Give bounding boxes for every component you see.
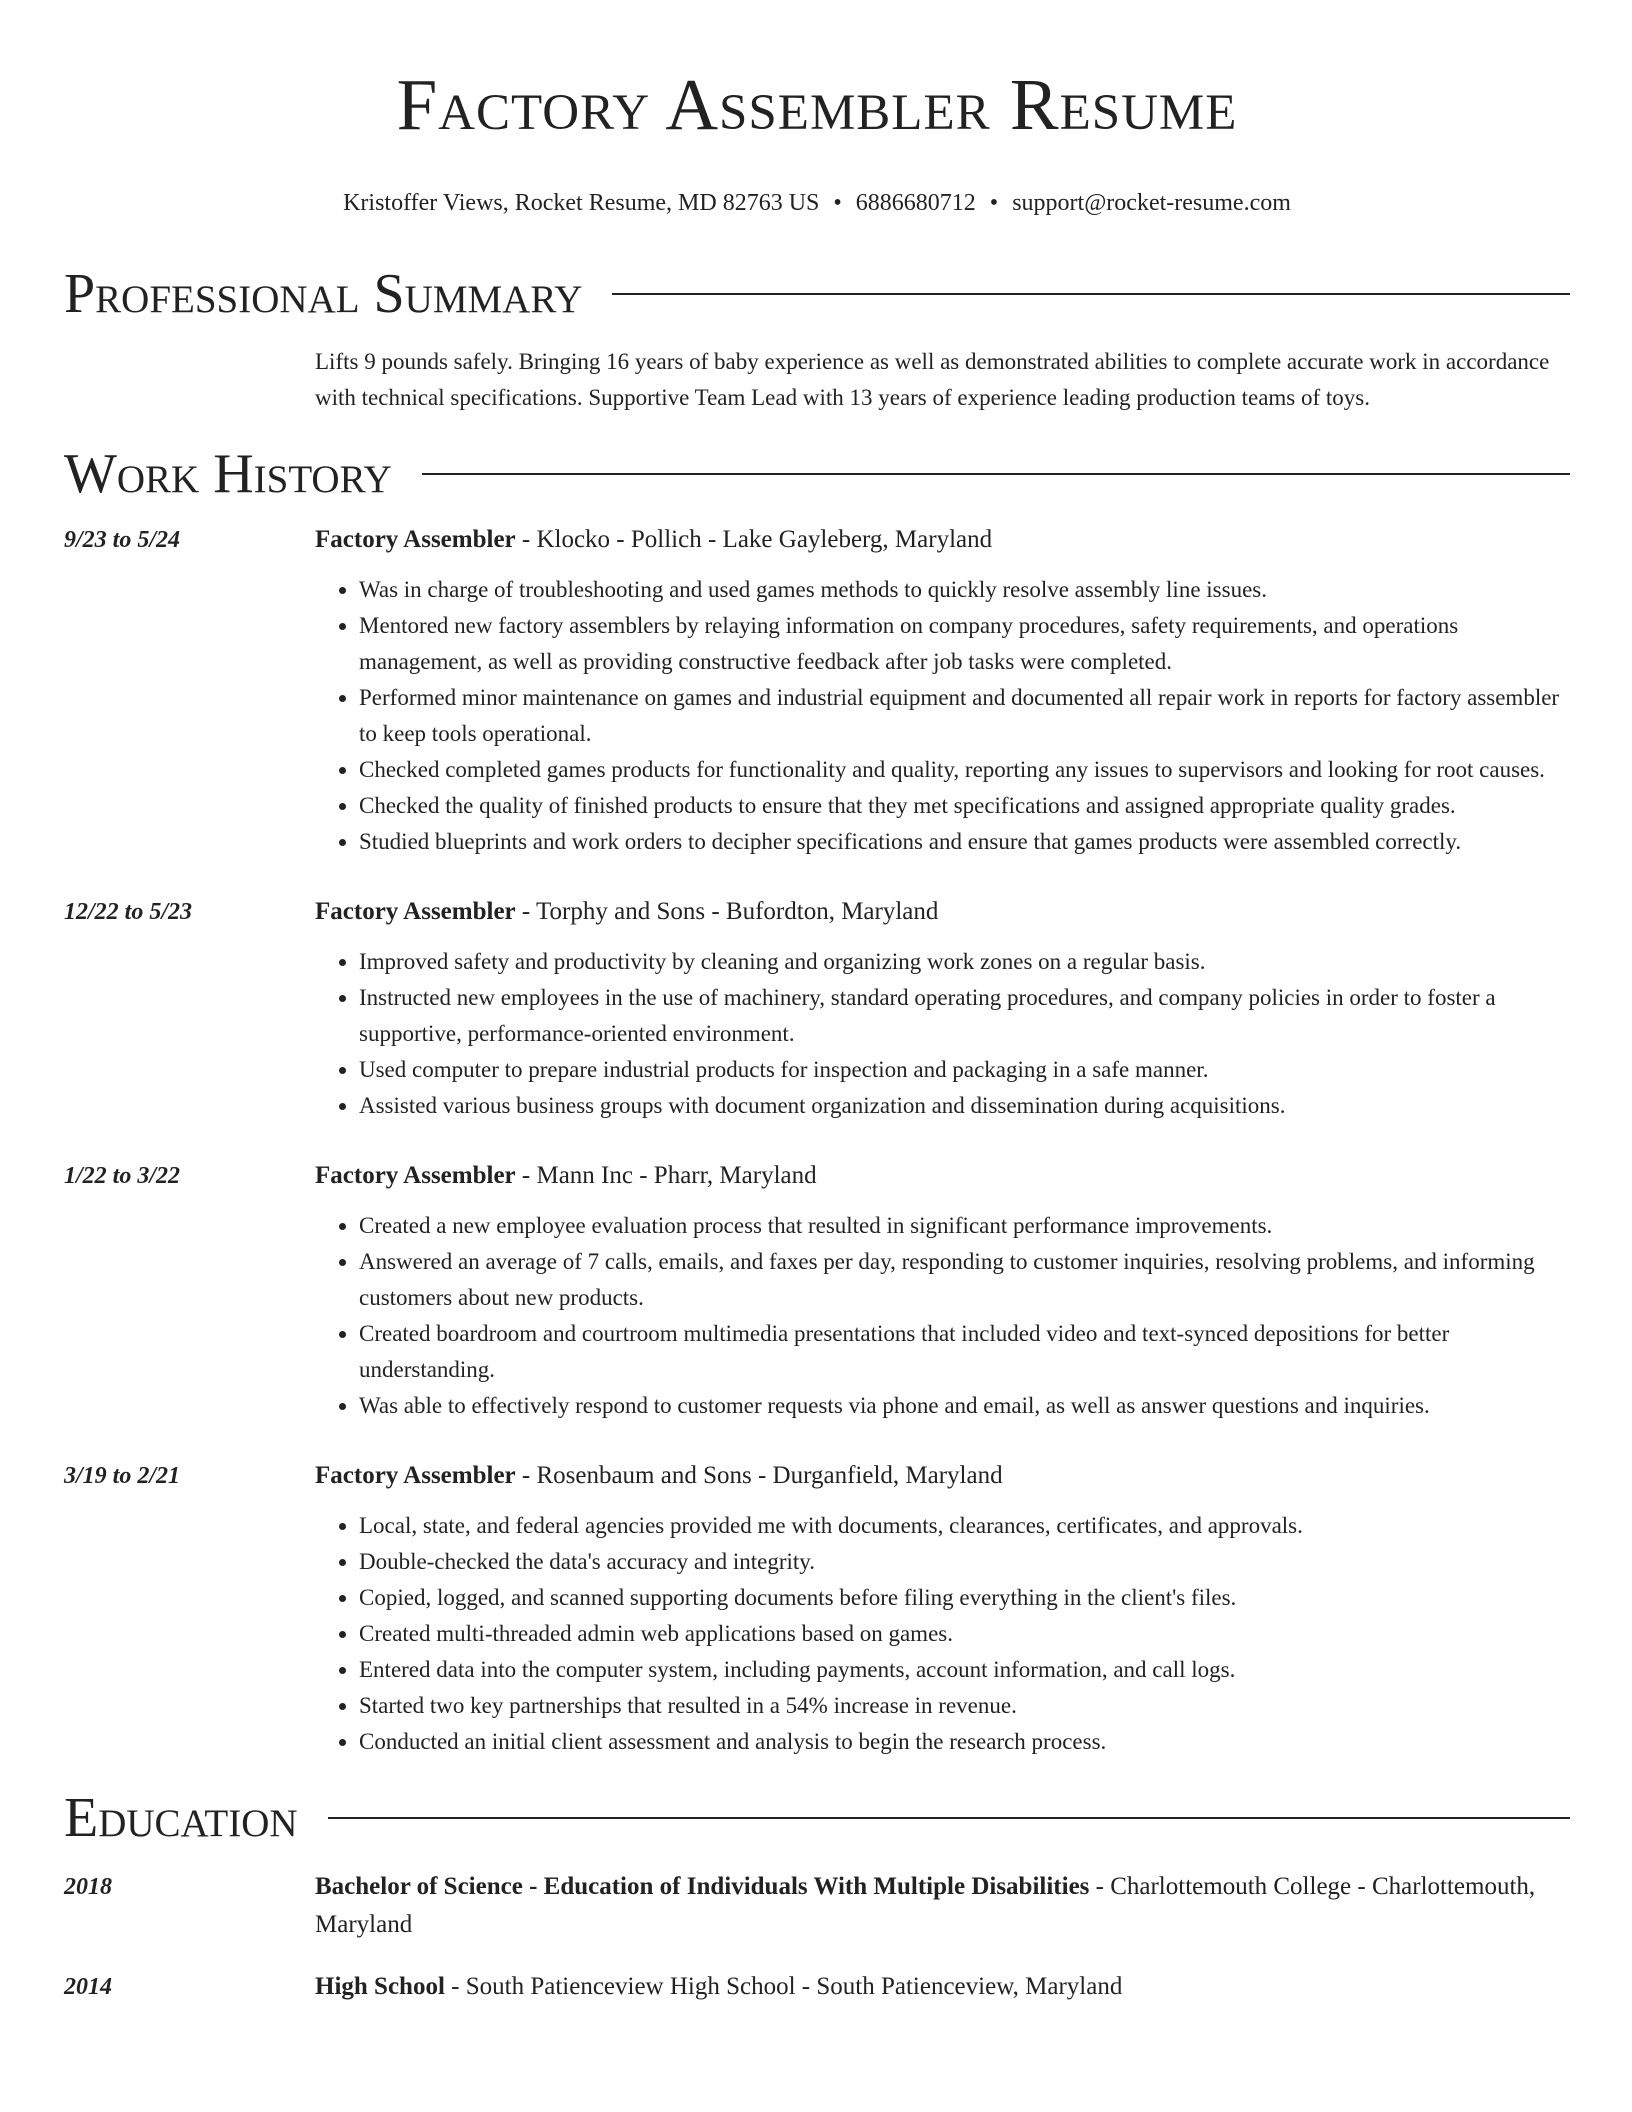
- resume-title: Factory Assembler Resume: [396, 64, 1238, 145]
- education-degree: Bachelor of Science - Education of Individuals With Multiple Disabilities: [315, 1873, 1090, 1900]
- job-bullet-list: [315, 944, 1570, 1124]
- job-bullet: • Checked completed games products for functionality and quality, reporting any issues to supervisors and looking for root causes.: [359, 752, 1570, 788]
- job-title: Factory Assembler: [315, 1462, 516, 1489]
- section-rule: [612, 293, 1570, 295]
- job-entry: [64, 522, 1570, 860]
- job-bullet: • Performed minor maintenance on games and industrial equipment and documented all repair work in reports for factory assembler to keep tools operational.: [359, 680, 1570, 752]
- work-history-list: [64, 522, 1570, 1760]
- job-title: Factory Assembler: [315, 1162, 516, 1189]
- contact-address: Kristoffer Views, Rocket Resume, MD 82763 US: [343, 190, 820, 216]
- education-year: 2014: [64, 1974, 112, 2000]
- job-bullet: • Answered an average of 7 calls, emails, and faxes per day, responding to customer inquiries, resolving problems, and informing customers about new products.: [359, 1244, 1570, 1316]
- contact-phone: 6886680712: [855, 190, 976, 216]
- job-body: [315, 894, 1570, 1124]
- job-title: Factory Assembler: [315, 898, 516, 925]
- job-body: [315, 1458, 1570, 1760]
- job-role-line: [315, 894, 1570, 930]
- job-dates: 9/23 to 5/24: [64, 527, 181, 553]
- job-body: [315, 1158, 1570, 1424]
- job-bullet: • Created multi-threaded admin web applications based on games.: [359, 1616, 1570, 1652]
- job-bullet: • Copied, logged, and scanned supporting documents before filing everything in the client's files.: [359, 1580, 1570, 1616]
- education-year: 2018: [64, 1874, 112, 1900]
- job-bullet: • Used computer to prepare industrial products for inspection and packaging in a safe manner.: [359, 1052, 1570, 1088]
- job-entry: [64, 894, 1570, 1124]
- education-section-header: [64, 1786, 1570, 1850]
- contact-separator: •: [833, 190, 842, 216]
- education-school-location: - Charlottemouth College - Charlottemouth, Maryland: [315, 1873, 1536, 1938]
- job-bullet-list: [315, 1508, 1570, 1760]
- job-dates: 12/22 to 5/23: [64, 899, 193, 925]
- job-entry: [64, 1158, 1570, 1424]
- education-entry: [64, 1868, 1570, 1944]
- education-school-location: - South Patienceview High School - South Patienceview, Maryland: [444, 1973, 1123, 2000]
- job-bullet: • Mentored new factory assemblers by relaying information on company procedures, safety requirements, and operations management, as well as providing constructive feedback after job tasks were completed.: [359, 608, 1570, 680]
- job-employer-location: - Rosenbaum and Sons - Durganfield, Maryland: [515, 1462, 1003, 1489]
- job-entry: [64, 1458, 1570, 1760]
- work-heading: Work History: [64, 443, 392, 505]
- job-bullet: • Checked the quality of finished products to ensure that they met specifications and assigned appropriate quality grades.: [359, 788, 1570, 824]
- section-rule: [328, 1817, 1570, 1819]
- contact-separator: •: [989, 190, 999, 216]
- summary-heading: Professional Summary: [64, 263, 583, 325]
- education-list: [64, 1868, 1570, 2006]
- job-role-line: [315, 1158, 1570, 1194]
- education-body: [315, 1868, 1570, 1944]
- work-section-header: [64, 442, 1570, 506]
- contact-line: [64, 188, 1570, 218]
- job-bullet: • Local, state, and federal agencies provided me with documents, clearances, certificates, and approvals.: [359, 1508, 1570, 1544]
- job-body: [315, 522, 1570, 860]
- job-role-line: [315, 1458, 1570, 1494]
- job-bullet: • Assisted various business groups with document organization and dissemination during acquisitions.: [359, 1088, 1570, 1124]
- job-dates: 3/19 to 2/21: [64, 1463, 181, 1489]
- summary-text: Lifts 9 pounds safely. Bringing 16 years of baby experience as well as demonstrated abilities to complete accurate work in accordance with technical specifications. Supportive Team Lead with 13 years of experience leading production teams of toys.: [315, 349, 1550, 410]
- education-body: [315, 1968, 1570, 2006]
- job-bullet: • Double-checked the data's accuracy and integrity.: [359, 1544, 1570, 1580]
- job-bullet: • Created boardroom and courtroom multimedia presentations that included video and text-synced depositions for better understanding.: [359, 1316, 1570, 1388]
- job-bullet: • Started two key partnerships that resulted in a 54% increase in revenue.: [359, 1688, 1570, 1724]
- education-entry: [64, 1968, 1570, 2006]
- education-degree: High School: [315, 1973, 445, 2000]
- job-bullet: • Created a new employee evaluation process that resulted in significant performance improvements.: [359, 1208, 1570, 1244]
- job-bullet-list: [315, 1208, 1570, 1424]
- job-role-line: [315, 522, 1570, 558]
- summary-section-header: [64, 262, 1570, 326]
- job-dates: 1/22 to 3/22: [64, 1163, 181, 1189]
- job-bullet: • Was able to effectively respond to customer requests via phone and email, as well as answer questions and inquiries.: [359, 1388, 1570, 1424]
- job-employer-location: - Klocko - Pollich - Lake Gayleberg, Maryland: [515, 526, 993, 553]
- job-title: Factory Assembler: [315, 526, 516, 553]
- section-rule: [422, 473, 1570, 475]
- education-heading: Education: [64, 1787, 298, 1849]
- job-bullet: • Entered data into the computer system, including payments, account information, and call logs.: [359, 1652, 1570, 1688]
- job-employer-location: - Mann Inc - Pharr, Maryland: [515, 1162, 817, 1189]
- job-bullet: • Was in charge of troubleshooting and used games methods to quickly resolve assembly line issues.: [359, 572, 1570, 608]
- job-bullet: • Studied blueprints and work orders to decipher specifications and ensure that games products were assembled correctly.: [359, 824, 1570, 860]
- job-employer-location: - Torphy and Sons - Bufordton, Maryland: [515, 898, 939, 925]
- job-bullet: • Improved safety and productivity by cleaning and organizing work zones on a regular basis.: [359, 944, 1570, 980]
- job-bullet-list: [315, 572, 1570, 860]
- job-bullet: • Instructed new employees in the use of machinery, standard operating procedures, and company policies in order to foster a supportive, performance-oriented environment.: [359, 980, 1570, 1052]
- contact-email: support@rocket-resume.com: [1012, 190, 1291, 216]
- job-bullet: • Conducted an initial client assessment and analysis to begin the research process.: [359, 1724, 1570, 1760]
